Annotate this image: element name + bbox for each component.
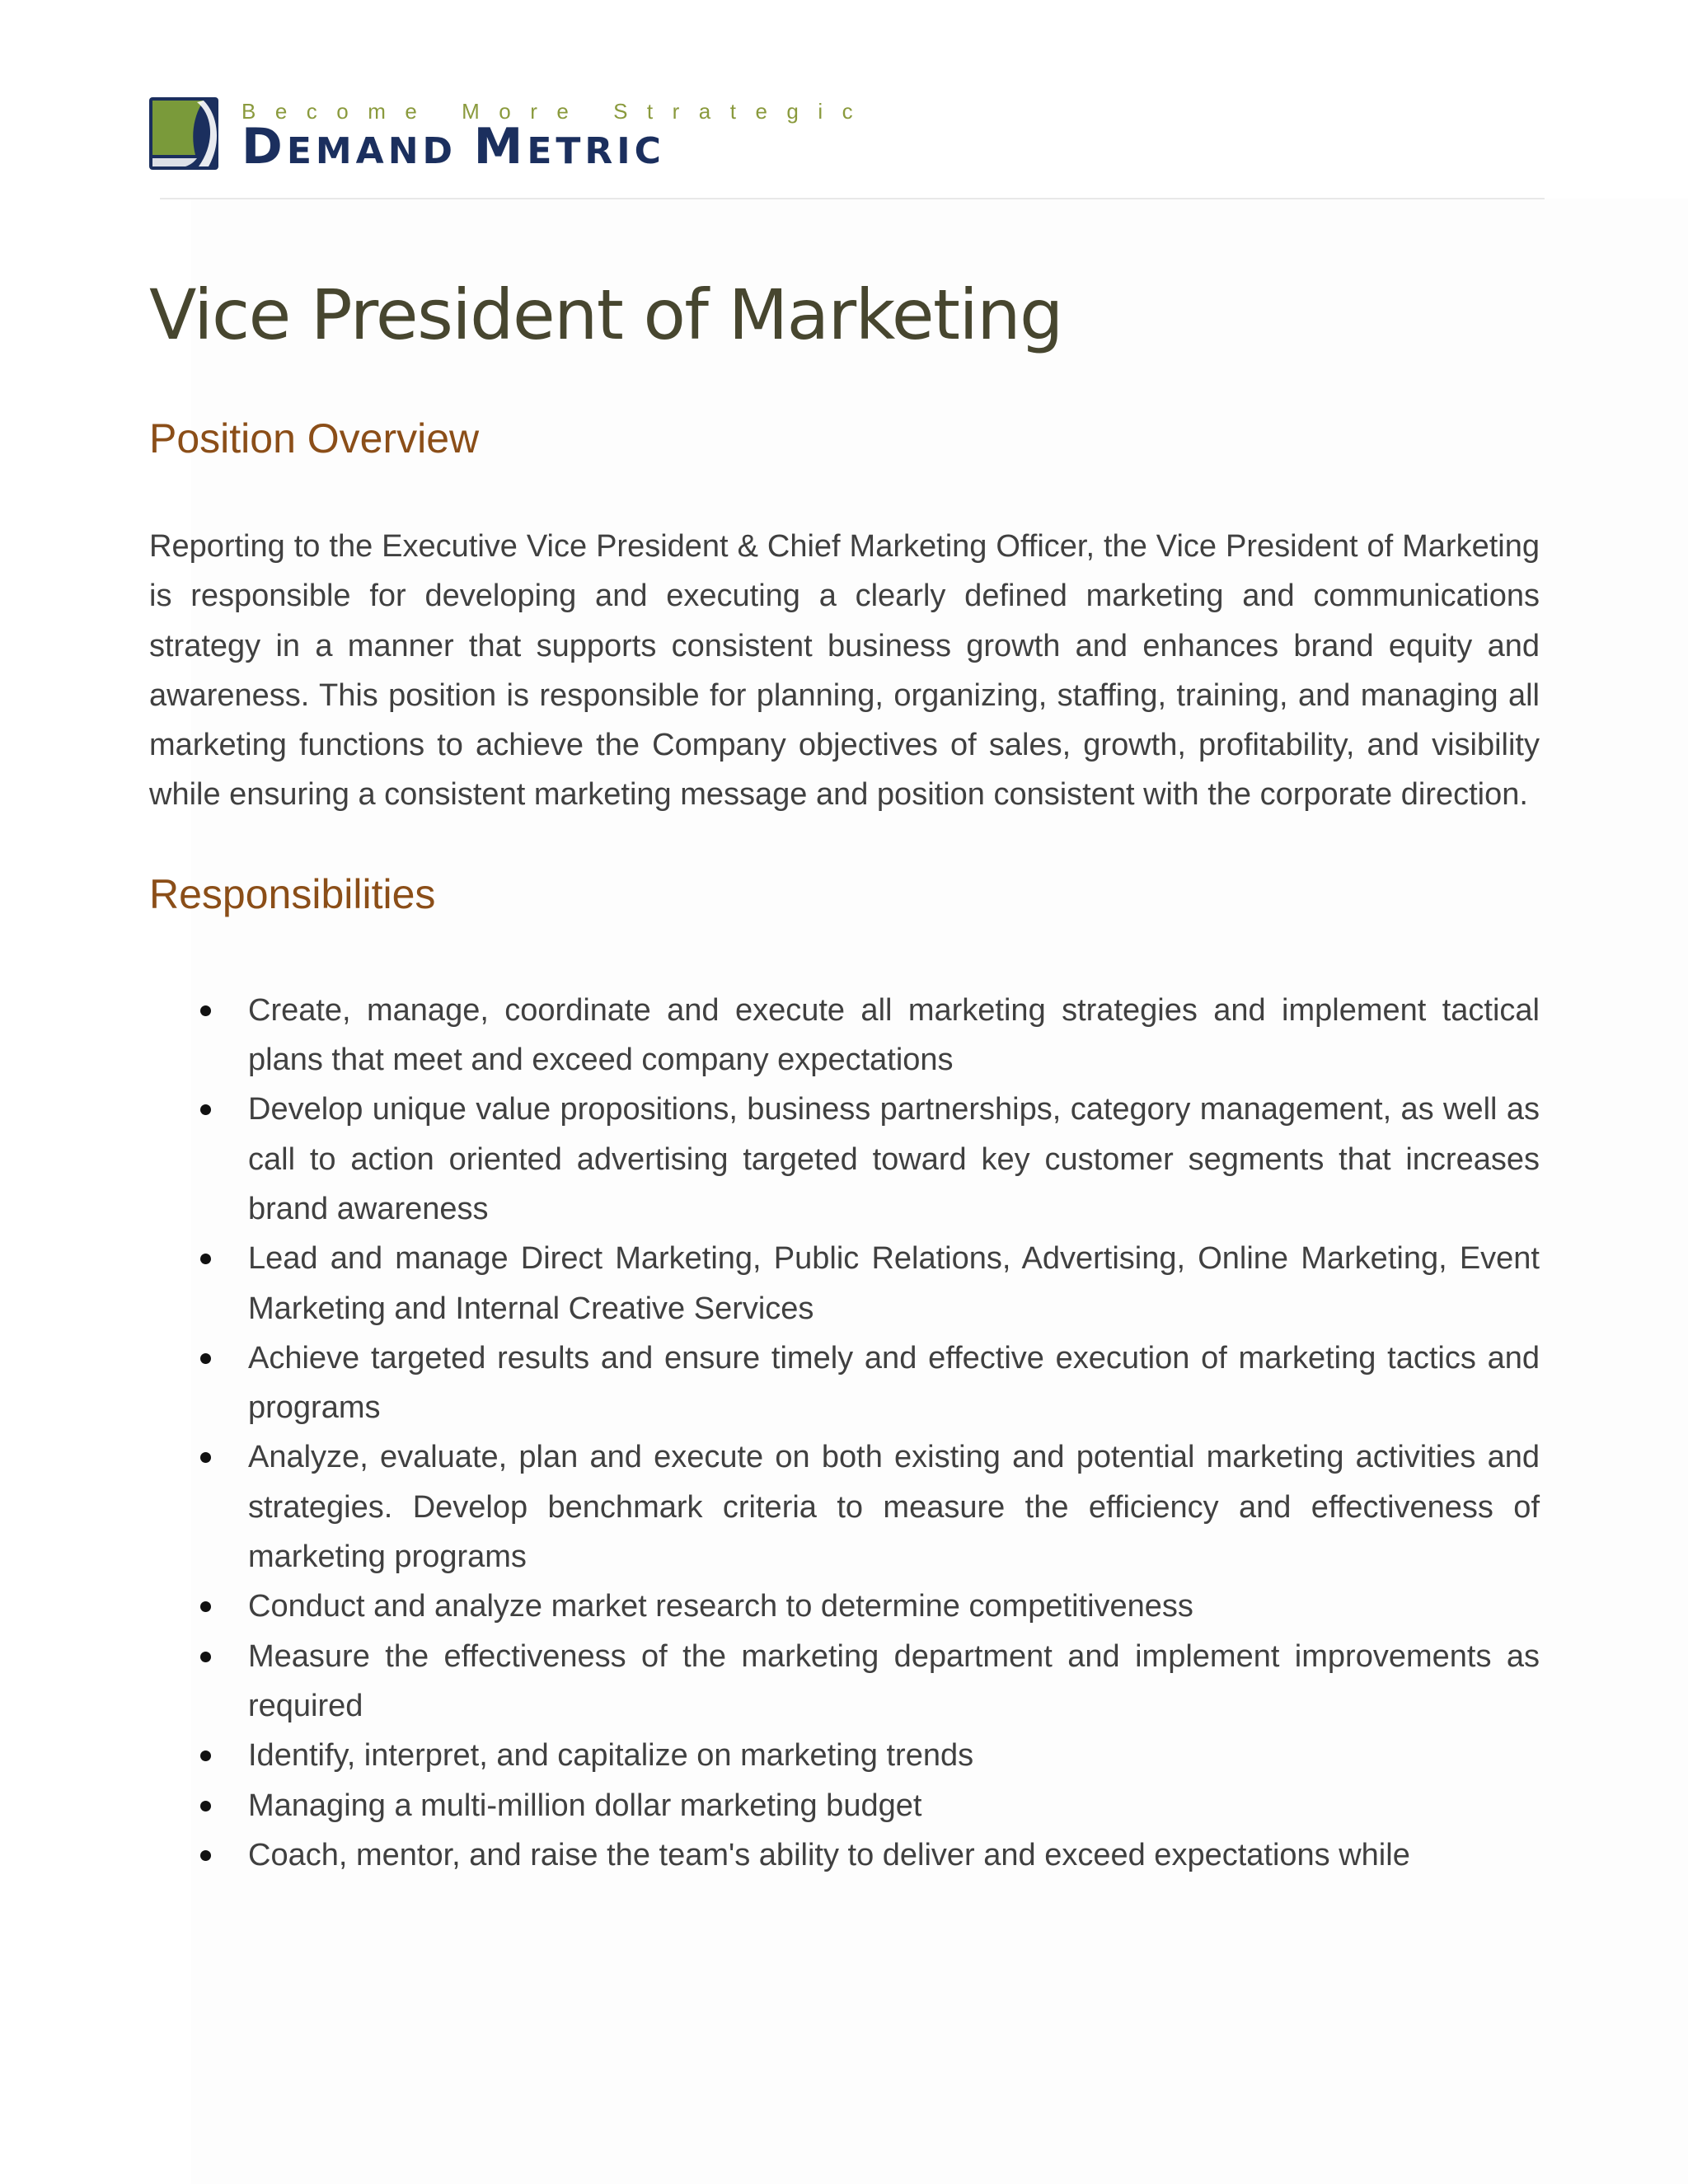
list-item [149, 1432, 1540, 1582]
bullet-icon [200, 1254, 211, 1264]
list-item-text: Conduct and analyze market research to determine competitiveness [248, 1589, 1193, 1624]
bullet-icon [200, 1005, 211, 1016]
bullet-icon [200, 1601, 211, 1612]
bullet-icon [200, 1104, 211, 1115]
list-item [149, 1582, 1540, 1631]
list-item-text: Identify, interpret, and capitalize on marketing trends [248, 1738, 974, 1774]
bullet-icon [200, 1750, 211, 1761]
responsibilities-list [149, 986, 1540, 1880]
list-item-text: Analyze, evaluate, plan and execute on both existing and potential marketing activities and strategies. Develop benchmark criteria to measure the efficiency and effectiveness of marketing programs [248, 1440, 1540, 1575]
document-title: Vice President of Marketing [149, 274, 1062, 355]
list-item-text: Managing a multi-million dollar marketing budget [248, 1788, 922, 1823]
list-item-text: Create, manage, coordinate and execute all marketing strategies and implement tactical plans that meet and exceed company expectations [248, 992, 1540, 1078]
list-item [149, 1830, 1540, 1880]
section-heading-responsibilities: Responsibilities [149, 870, 436, 917]
bullet-icon [200, 1452, 211, 1463]
list-item [149, 986, 1540, 1085]
brand-tagline: Become More Strategic [241, 99, 873, 124]
bullet-icon [200, 1353, 211, 1364]
list-item [149, 1234, 1540, 1333]
bullet-icon [200, 1801, 211, 1811]
list-item-text: Measure the effectiveness of the marketing department and implement improvements as required [248, 1638, 1540, 1723]
list-item-text: Develop unique value propositions, business partnerships, category management, as well as call to action oriented advertising targeted toward key customer segments that increases brand awareness [248, 1092, 1540, 1226]
overview-paragraph: Reporting to the Executive Vice President & Chief Marketing Officer, the Vice President of Marketing is responsible for developing and executing a clearly defined marketing and communications strategy in a manner that supports consistent business growth and enhances brand equity and awareness. This position is responsible for planning, organizing, staffing, training, and managing all marketing functions to achieve the Company objectives of sales, growth, profitability, and visibility while ensuring a consistent marketing message and position consistent with the corporate direction. [149, 529, 1540, 813]
list-item [149, 1632, 1540, 1732]
list-item-text: Lead and manage Direct Marketing, Public Relations, Advertising, Online Marketing, Event Marketing and Internal Creative Services [248, 1241, 1540, 1326]
demand-metric-logo-icon [149, 97, 218, 170]
list-item [149, 1085, 1540, 1234]
header-divider [160, 198, 1545, 199]
brand-name-first: DEMAND [241, 118, 457, 176]
list-item [149, 1731, 1540, 1780]
brand-header [149, 97, 873, 176]
list-item-text: Coach, mentor, and raise the team's ability to deliver and exceed expectations while [248, 1837, 1410, 1872]
list-item [149, 1781, 1540, 1830]
brand-name [241, 118, 665, 176]
bullet-icon [200, 1850, 211, 1861]
list-item [149, 1333, 1540, 1433]
bullet-icon [200, 1652, 211, 1662]
document-body [149, 268, 1540, 1880]
brand-name-second: METRIC [473, 118, 665, 176]
list-item-text: Achieve targeted results and ensure timely and effective execution of marketing tactics and programs [248, 1340, 1540, 1426]
section-heading-overview: Position Overview [149, 415, 480, 462]
